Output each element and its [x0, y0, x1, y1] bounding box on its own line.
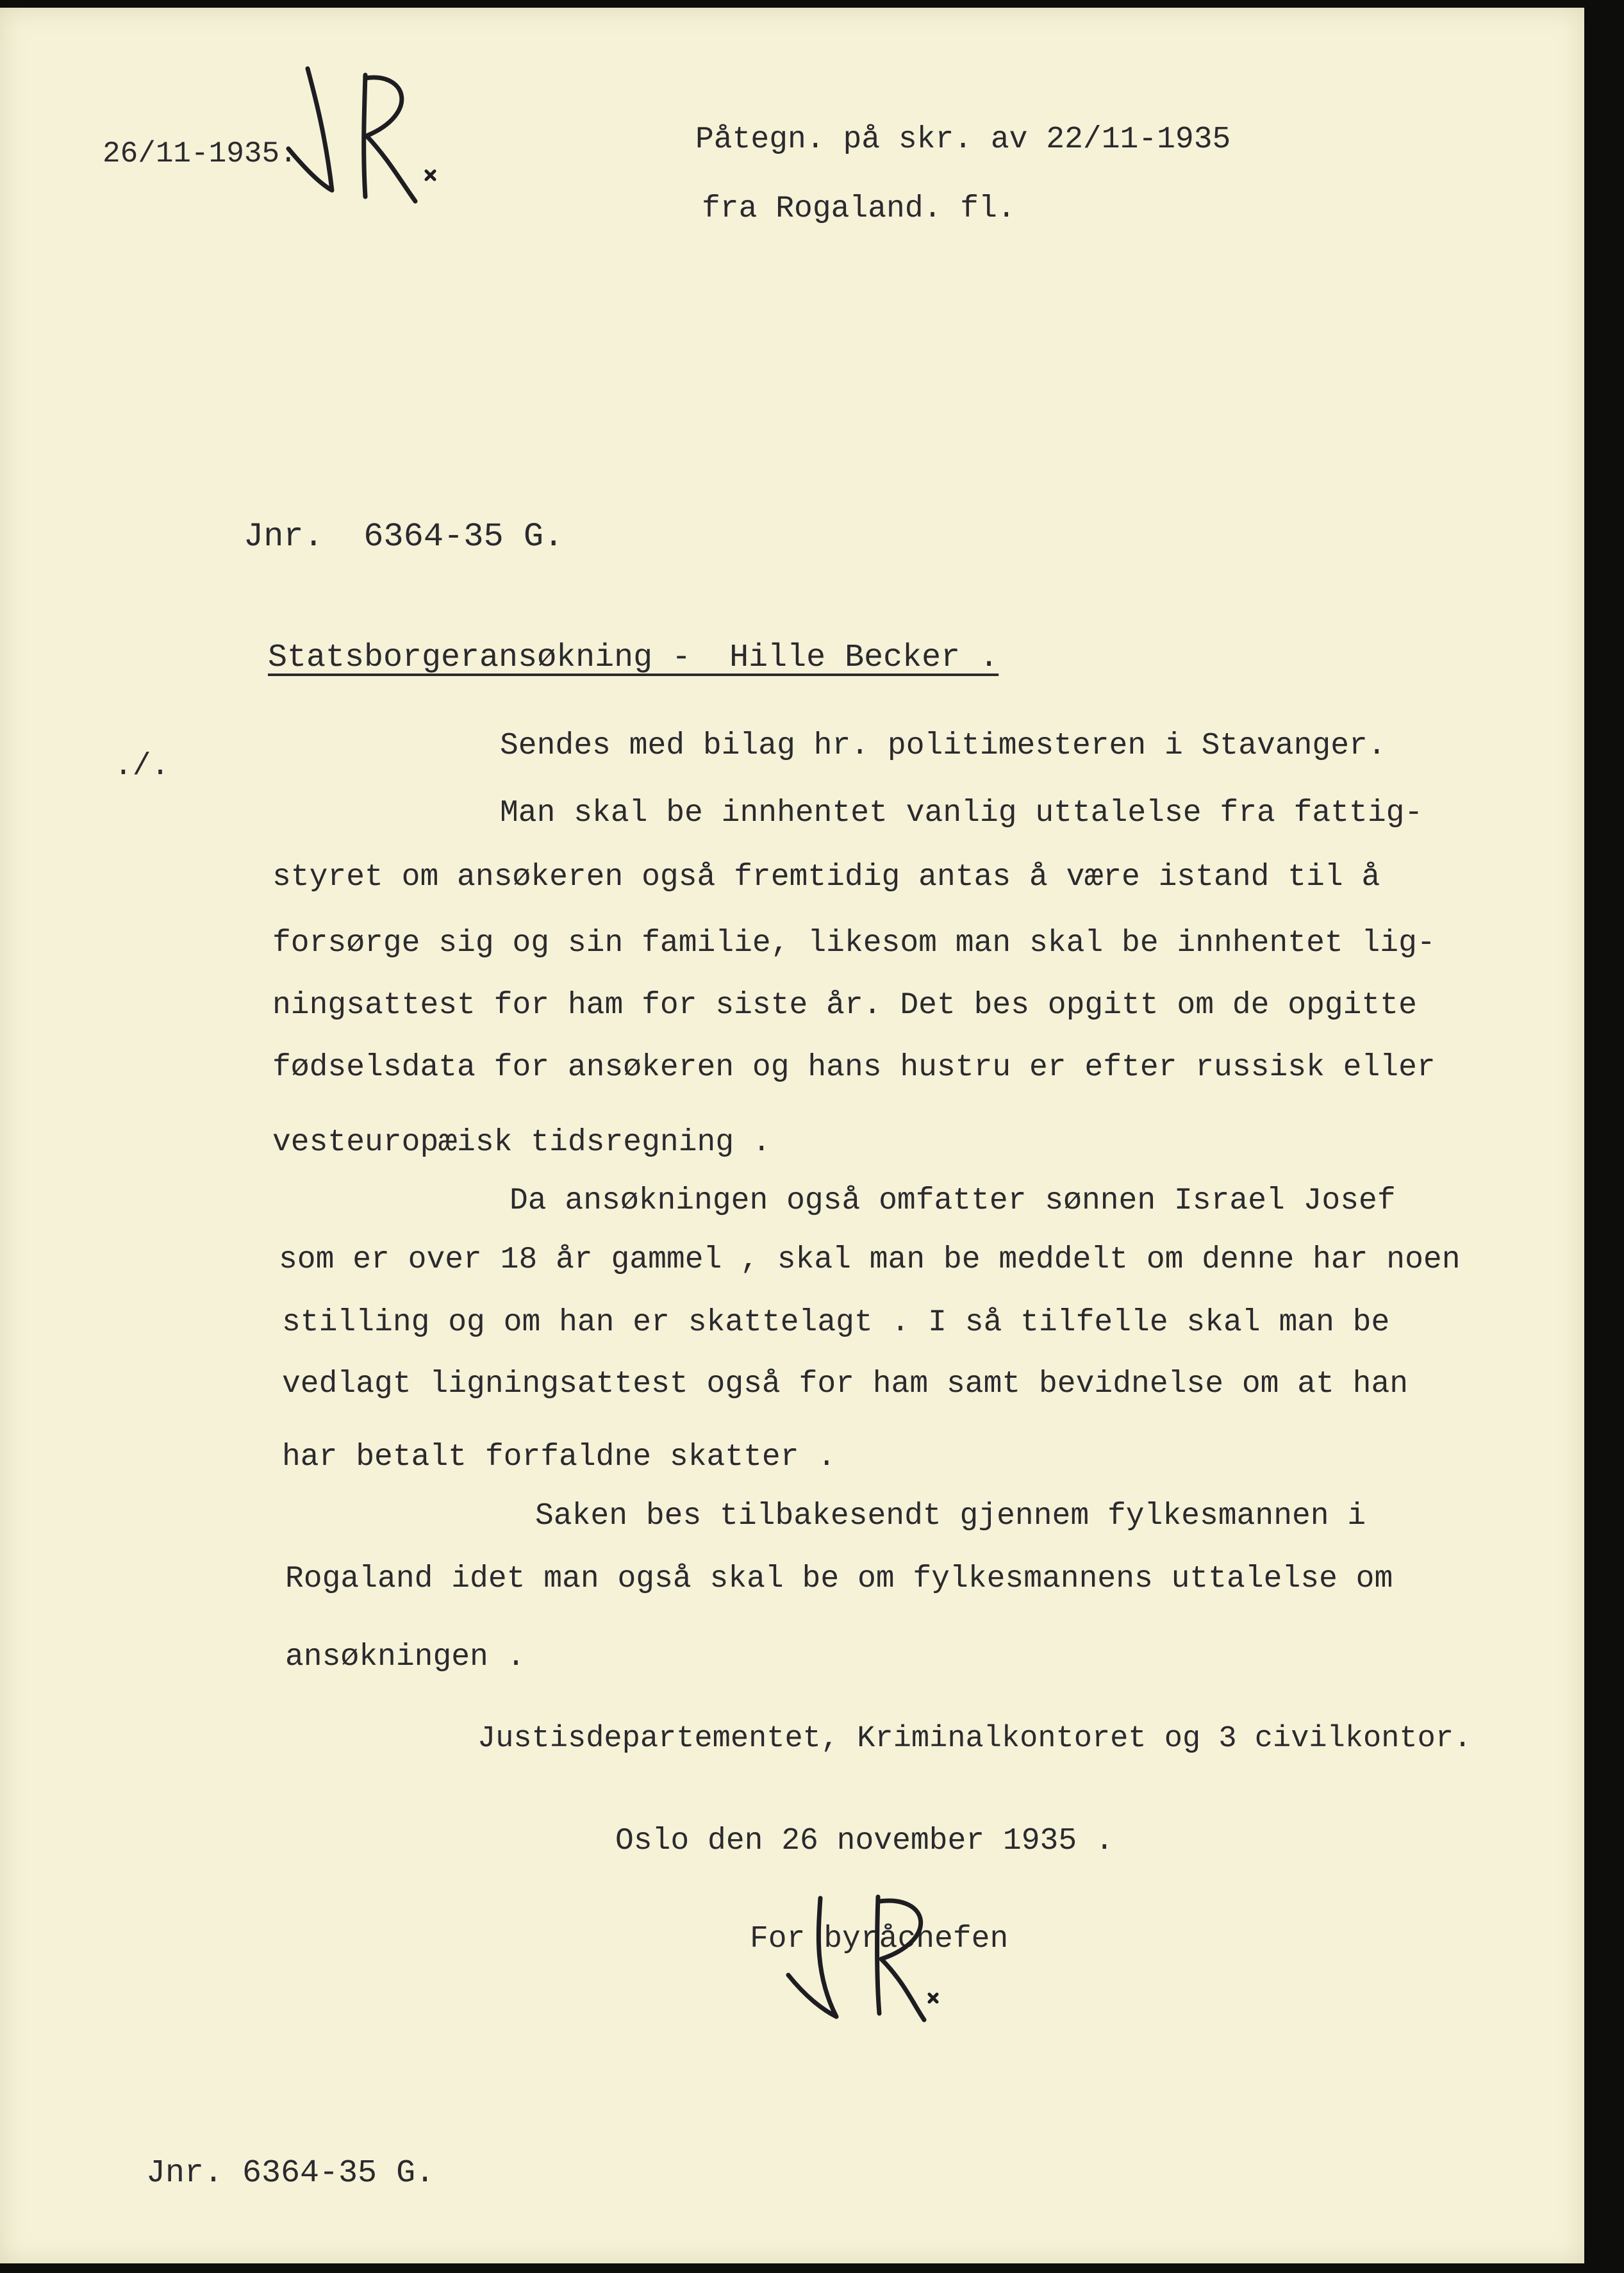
- signoff-line: For byråchefen: [750, 1922, 1009, 1956]
- header-initials-signature: [269, 53, 449, 219]
- journal-number: Jnr. 6364-35 G.: [244, 518, 564, 556]
- body-line-8: Da ansøkningen også omfatter sønnen Israel Josef: [510, 1184, 1396, 1218]
- enclosure-mark: ./.: [114, 749, 170, 784]
- place-date: Oslo den 26 november 1935 .: [615, 1824, 1114, 1858]
- body-line-14: Rogaland idet man også skal be om fylkesmannens uttalelse om: [285, 1562, 1393, 1596]
- body-line-7: vesteuropæisk tidsregning .: [272, 1125, 771, 1160]
- body-line-4: forsørge sig og sin familie, likesom man skal be innhentet lig-: [272, 926, 1436, 961]
- body-line-10: stilling og om han er skattelagt . I så tilfelle skal man be: [282, 1305, 1390, 1340]
- body-line-6: fødselsdata for ansøkeren og hans hustru er efter russisk eller: [272, 1050, 1436, 1085]
- footer-journal-number: Jnr. 6364-35 G.: [146, 2155, 435, 2192]
- body-line-1: Sendes med bilag hr. politimesteren i Stavanger.: [500, 729, 1386, 763]
- body-line-9: som er over 18 år gammel , skal man be meddelt om denne har noen: [279, 1243, 1461, 1277]
- header-date: 26/11-1935.: [103, 137, 297, 170]
- body-line-13: Saken bes tilbakesendt gjennem fylkesmannen i: [535, 1499, 1366, 1533]
- department-line: Justisdepartementet, Kriminalkontoret og 3 civilkontor.: [477, 1722, 1472, 1756]
- body-line-12: har betalt forfaldne skatter .: [282, 1440, 836, 1475]
- reference-line-2: fra Rogaland. fl.: [702, 192, 1016, 226]
- subject-line: Statsborgeransøkning - Hille Becker .: [268, 640, 999, 676]
- body-line-15: ansøkningen .: [285, 1640, 526, 1674]
- reference-line-1: Påtegn. på skr. av 22/11-1935: [695, 122, 1231, 157]
- body-line-2: Man skal be innhentet vanlig uttalelse fra fattig-: [500, 796, 1423, 831]
- signoff-signature: [775, 1885, 968, 2033]
- body-line-11: vedlagt ligningsattest også for ham samt bevidnelse om at han: [282, 1367, 1409, 1401]
- body-line-5: ningsattest for ham for siste år. Det bes opgitt om de opgitte: [272, 988, 1417, 1023]
- body-line-3: styret om ansøkeren også fremtidig antas å være istand til å: [272, 860, 1380, 895]
- document-page: [0, 8, 1584, 2263]
